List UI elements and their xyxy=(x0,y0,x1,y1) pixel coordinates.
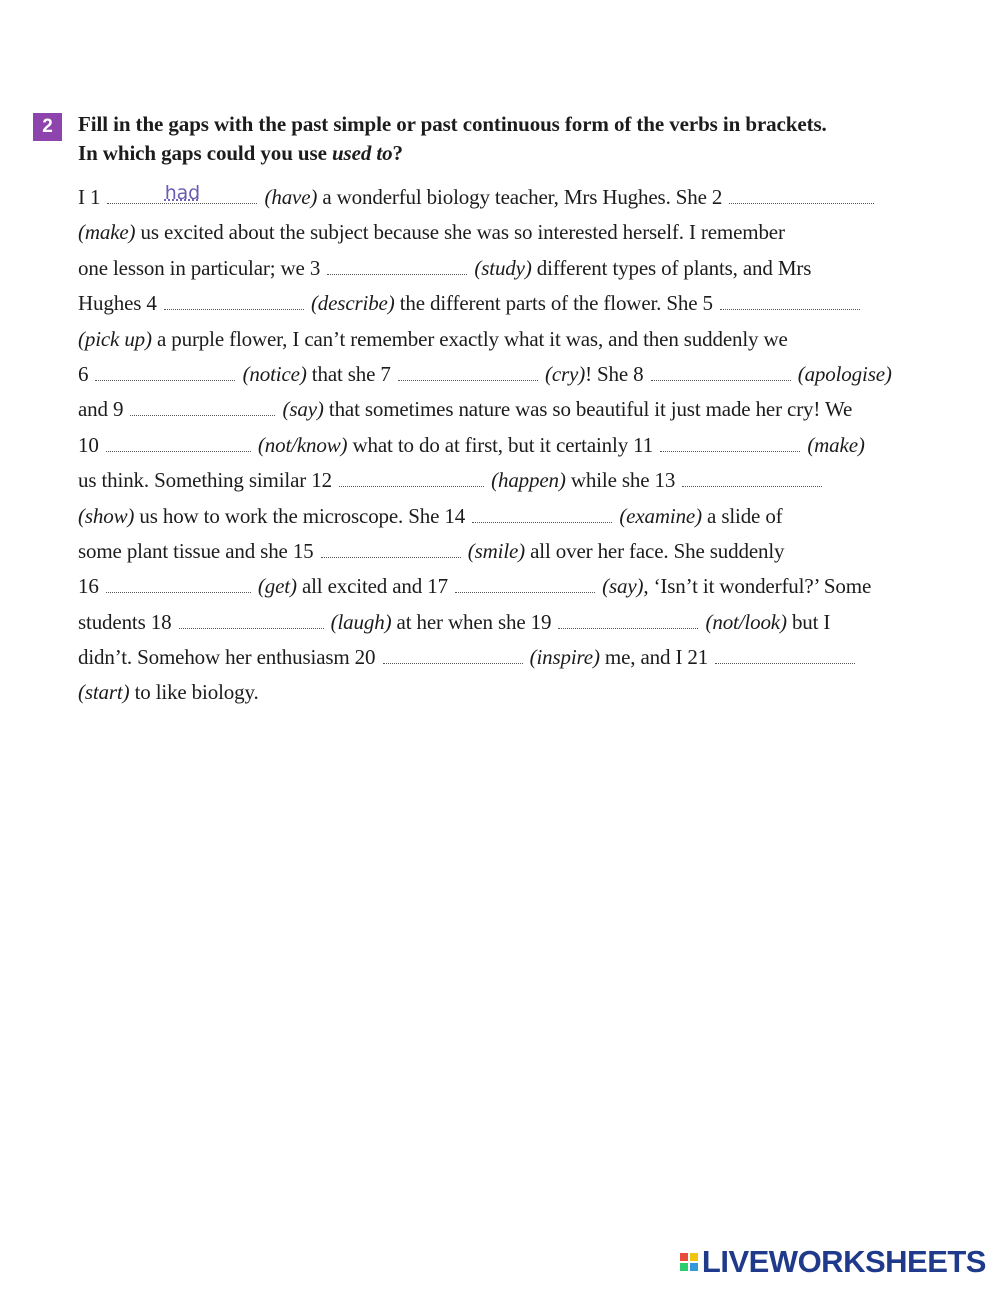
verb-hint: (cry) xyxy=(545,361,586,386)
gap-1-answer: had xyxy=(164,182,201,204)
verb-hint: (make) xyxy=(807,432,865,457)
text-fragment: while she 13 xyxy=(570,468,676,493)
verb-hint: (apologise) xyxy=(797,361,892,386)
gap-18-input[interactable] xyxy=(179,610,324,629)
text-line xyxy=(78,640,963,675)
text-fragment: to like biology. xyxy=(134,680,259,705)
text-fragment: at her when she 19 xyxy=(396,609,552,634)
text-fragment: 6 xyxy=(78,361,89,386)
gap-12-input[interactable] xyxy=(339,468,484,487)
text-fragment: what to do at first, but it certainly 11 xyxy=(352,432,654,457)
text-line xyxy=(78,180,963,215)
text-line xyxy=(78,428,963,463)
verb-hint: (get) xyxy=(257,574,297,599)
text-fragment: I 1 xyxy=(78,185,101,209)
text-fragment: a slide of xyxy=(707,503,783,528)
gap-17-input[interactable] xyxy=(455,574,595,593)
gap-15-input[interactable] xyxy=(321,539,461,558)
verb-hint: (describe) xyxy=(310,291,395,316)
verb-hint: (have) xyxy=(264,185,318,209)
text-fragment: 16 xyxy=(78,574,99,599)
verb-hint: (not/look) xyxy=(705,609,787,634)
instruction-line-2 xyxy=(78,139,963,168)
instruction-text: ? xyxy=(392,141,403,165)
exercise-2 xyxy=(33,110,963,711)
text-line xyxy=(78,357,963,392)
text-fragment: didn’t. Somehow her enthusiasm 20 xyxy=(78,645,376,670)
verb-hint: (make) xyxy=(78,220,136,245)
text-fragment: and 9 xyxy=(78,397,124,422)
verb-hint: (notice) xyxy=(242,361,307,386)
verb-hint: (pick up) xyxy=(78,326,152,351)
text-fragment: a purple flower, I can’t remember exactly what it was, and then suddenly we xyxy=(156,326,788,351)
logo-square xyxy=(690,1253,698,1261)
text-fragment: some plant tissue and she 15 xyxy=(78,538,314,563)
text-fragment: the different parts of the flower. She 5 xyxy=(399,291,713,316)
verb-hint: (say) xyxy=(282,397,324,422)
verb-hint: (say) xyxy=(602,574,644,599)
text-fragment: 10 xyxy=(78,432,99,457)
text-fragment: students 18 xyxy=(78,609,172,634)
verb-hint: (not/know) xyxy=(257,432,348,457)
verb-hint: (laugh) xyxy=(330,609,392,634)
text-line xyxy=(78,322,963,357)
gap-2-input[interactable] xyxy=(729,185,874,204)
text-fragment: me, and I 21 xyxy=(604,645,709,670)
verb-hint: (start) xyxy=(78,680,130,705)
logo-mark-icon xyxy=(680,1253,698,1271)
exercise-header xyxy=(33,110,963,168)
text-fragment: different types of plants, and Mrs xyxy=(536,255,812,280)
gap-13-input[interactable] xyxy=(682,468,822,487)
gap-16-input[interactable] xyxy=(106,574,251,593)
text-line xyxy=(78,534,963,569)
verb-hint: (study) xyxy=(474,255,532,280)
verb-hint: (inspire) xyxy=(529,645,600,670)
gap-10-input[interactable] xyxy=(106,433,251,452)
text-line xyxy=(78,675,963,710)
text-line xyxy=(78,251,963,286)
text-line xyxy=(78,463,963,498)
text-fragment: one lesson in particular; we 3 xyxy=(78,255,321,280)
text-fragment: us excited about the subject because she was so interested herself. I remember xyxy=(140,220,785,245)
logo-square xyxy=(690,1263,698,1271)
text-line xyxy=(78,499,963,534)
instruction-text: In which gaps could you use xyxy=(78,141,332,165)
exercise-text xyxy=(33,180,963,711)
gap-8-input[interactable] xyxy=(651,362,791,381)
gap-11-input[interactable] xyxy=(660,433,800,452)
text-fragment: that sometimes nature was so beautiful it just made her cry! We xyxy=(328,397,853,422)
verb-hint: (show) xyxy=(78,503,135,528)
gap-1-input[interactable] xyxy=(107,182,257,204)
logo-square xyxy=(680,1253,688,1261)
text-fragment: but I xyxy=(791,609,831,634)
text-fragment: all over her face. She suddenly xyxy=(530,538,785,563)
text-line xyxy=(78,286,963,321)
text-line xyxy=(78,392,963,427)
gap-21-input[interactable] xyxy=(715,645,855,664)
text-line xyxy=(78,569,963,604)
gap-9-input[interactable] xyxy=(130,397,275,416)
verb-hint: (happen) xyxy=(491,468,566,493)
gap-5-input[interactable] xyxy=(720,291,860,310)
verb-hint: (smile) xyxy=(467,538,526,563)
text-fragment: ! She 8 xyxy=(585,361,644,386)
liveworksheets-logo xyxy=(680,1244,986,1280)
text-line xyxy=(78,215,963,250)
logo-text: LIVEWORKSHEETS xyxy=(701,1244,986,1279)
text-fragment: Hughes 4 xyxy=(78,291,157,316)
gap-4-input[interactable] xyxy=(164,291,304,310)
text-fragment: , ‘Isn’t it wonderful?’ Some xyxy=(643,574,872,599)
gap-20-input[interactable] xyxy=(383,645,523,664)
gap-3-input[interactable] xyxy=(327,256,467,275)
gap-7-input[interactable] xyxy=(398,362,538,381)
gap-6-input[interactable] xyxy=(95,362,235,381)
text-fragment: a wonderful biology teacher, Mrs Hughes. She 2 xyxy=(322,185,723,209)
instruction-line-1: Fill in the gaps with the past simple or past continuous form of the verbs in brackets. xyxy=(78,112,827,136)
verb-hint: (examine) xyxy=(619,503,702,528)
gap-14-input[interactable] xyxy=(472,504,612,523)
instruction-italic: used to xyxy=(331,141,393,165)
text-fragment: that she 7 xyxy=(311,361,391,386)
exercise-number-badge: 2 xyxy=(33,113,62,141)
logo-square xyxy=(680,1263,688,1271)
text-fragment: us how to work the microscope. She 14 xyxy=(139,503,466,528)
text-fragment: us think. Something similar 12 xyxy=(78,468,332,493)
text-line xyxy=(78,605,963,640)
gap-19-input[interactable] xyxy=(558,610,698,629)
text-fragment: all excited and 17 xyxy=(301,574,448,599)
